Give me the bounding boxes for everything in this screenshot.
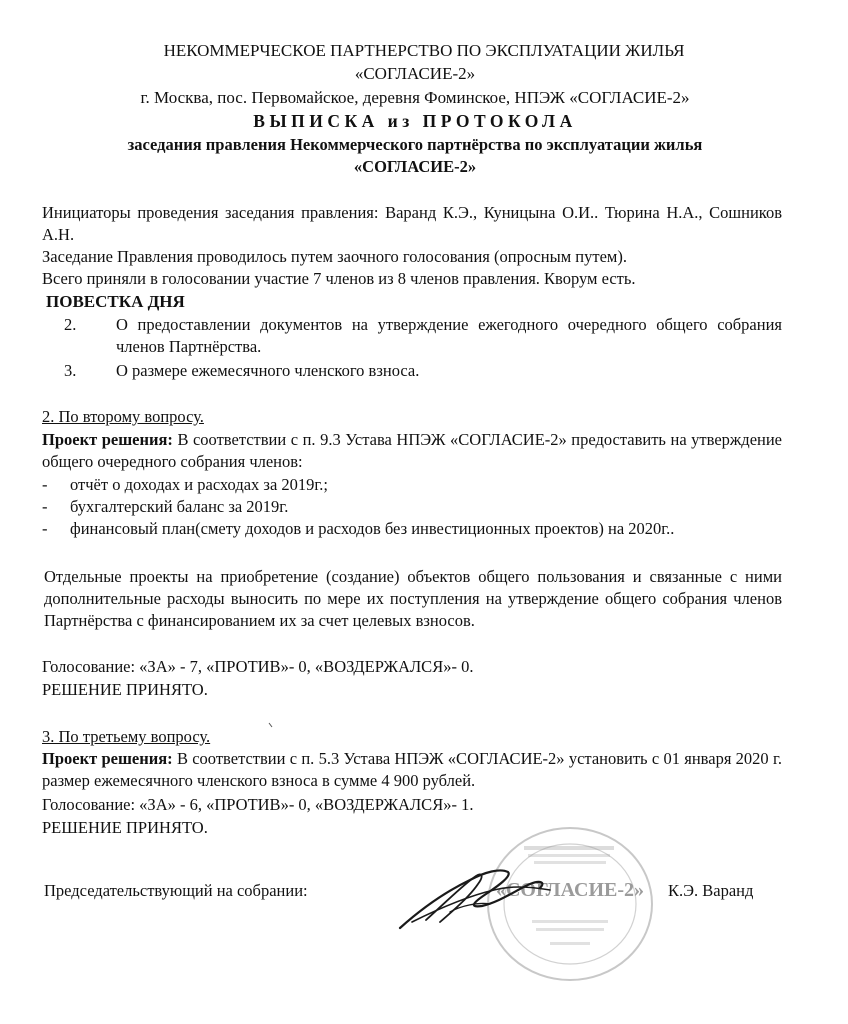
question-2-heading: 2. По второму вопросу.	[42, 407, 204, 426]
draft-text: В соответствии с п. 9.3 Устава НПЭЖ «СОГЛАСИЕ-2» предоставить на утверждение общего очередного собрания членов:	[42, 430, 782, 471]
bullet-mark: -	[42, 519, 48, 538]
chair-signature	[390, 850, 560, 940]
document-subtitle-line2: «СОГЛАСИЕ-2»	[353, 157, 477, 176]
question-2-draft	[42, 429, 782, 473]
bullet-mark: -	[42, 497, 48, 516]
list-item: - отчёт о доходах и расходах за 2019г.;	[42, 475, 329, 494]
list-item: - бухгалтерский баланс за 2019г.	[42, 497, 289, 516]
document-subtitle-line1: заседания правления Некоммерческого партнёрства по эксплуатации жилья	[127, 135, 703, 154]
org-name-line1: НЕКОММЕРЧЕСКОЕ ПАРТНЕРСТВО ПО ЭКСПЛУАТАЦИИ ЖИЛЬЯ	[163, 41, 685, 60]
draft-text: В соответствии с п. 5.3 Устава НПЭЖ «СОГЛАСИЕ-2» установить с 01 января 2020 г. размер ежемесячного членского взноса в сумме 4 900 рублей.	[42, 749, 782, 790]
meeting-method: Заседание Правления проводилось путем заочного голосования (опросным путем).	[42, 247, 627, 266]
agenda-heading: ПОВЕСТКА ДНЯ	[46, 292, 185, 311]
question-2-bullet-list	[42, 474, 782, 540]
question-3-result: РЕШЕНИЕ ПРИНЯТО.	[42, 818, 208, 837]
stamp-label: «СОГЛАСИЕ-2»	[495, 879, 645, 901]
agenda-item	[64, 360, 782, 382]
scan-mark	[268, 722, 274, 728]
list-item: - финансовый план(смету доходов и расходов без инвестиционных проектов) на 2020г..	[42, 519, 675, 538]
agenda-item-number: 3.	[64, 361, 77, 380]
question-2-result: РЕШЕНИЕ ПРИНЯТО.	[42, 680, 208, 699]
initiators-paragraph: Инициаторы проведения заседания правления: Варанд К.Э., Куницына О.И.. Тюрина Н.А., Сошников А.Н.	[42, 203, 782, 244]
question-3-draft	[42, 748, 782, 792]
agenda-item	[64, 314, 782, 358]
bullet-mark: -	[42, 475, 48, 494]
document-title: ВЫПИСКА из ПРОТОКОЛА	[253, 111, 577, 131]
agenda-item-number: 2.	[64, 315, 77, 334]
question-2-vote: Голосование: «ЗА» - 7, «ПРОТИВ»- 0, «ВОЗДЕРЖАЛСЯ»- 0.	[42, 657, 474, 676]
quorum-statement: Всего приняли в голосовании участие 7 членов из 8 членов правления. Кворум есть.	[42, 269, 636, 288]
draft-label: Проект решения:	[42, 430, 173, 449]
chair-name: К.Э. Варанд	[668, 881, 754, 900]
org-address: г. Москва, пос. Первомайское, деревня Фоминское, НПЭЖ «СОГЛАСИЕ-2»	[140, 88, 690, 107]
question-3-heading: 3. По третьему вопросу.	[42, 727, 211, 746]
question-2-extra-paragraph: Отдельные проекты на приобретение (создание) объектов общего пользования и связанные с ними дополнительные расходы выносить по мере их поступления на утверждение общего собрания членов Партнёрства с финансированием их за счет целевых взносов.	[44, 567, 782, 630]
chair-label: Председательствующий на собрании:	[44, 881, 308, 900]
question-3-vote: Голосование: «ЗА» - 6, «ПРОТИВ»- 0, «ВОЗДЕРЖАЛСЯ»- 1.	[42, 795, 474, 814]
agenda-item-text: О размере ежемесячного членского взноса.	[116, 361, 420, 380]
draft-label: Проект решения:	[42, 749, 173, 768]
agenda-item-text: О предоставлении документов на утверждение ежегодного очередного общего собрания членов Партнёрства.	[116, 315, 782, 356]
org-name-line2: «СОГЛАСИЕ-2»	[354, 64, 476, 83]
